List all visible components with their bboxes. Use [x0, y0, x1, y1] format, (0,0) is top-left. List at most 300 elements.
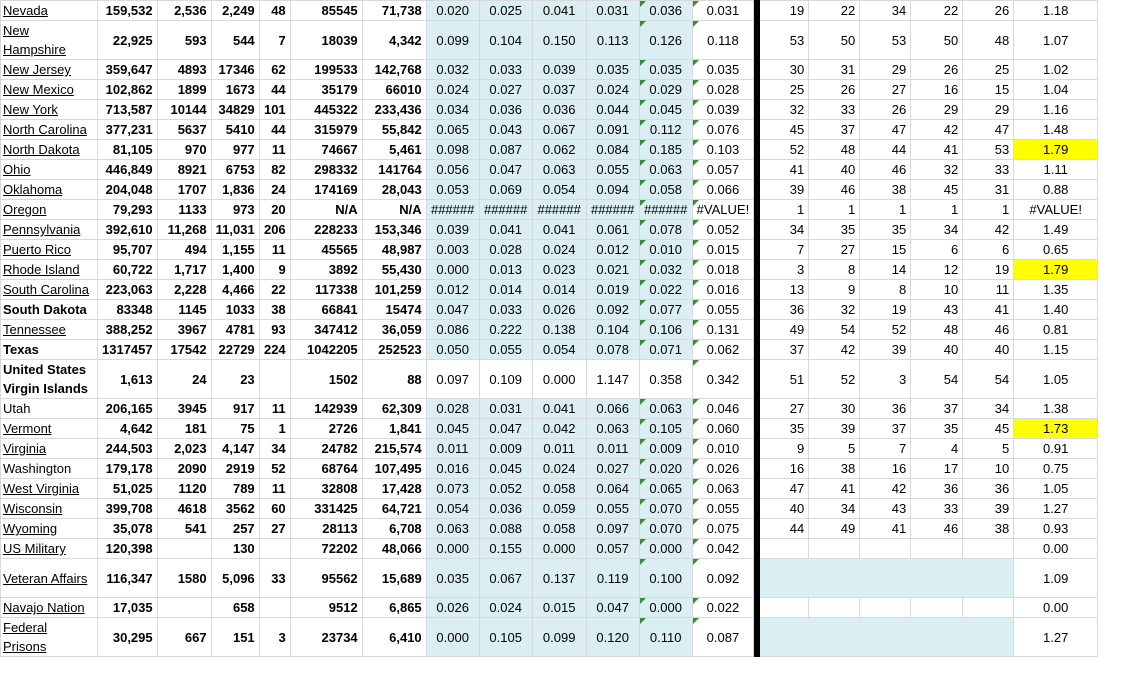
- index-cell[interactable]: 1.35: [1014, 280, 1098, 300]
- rate-cell[interactable]: 0.063: [586, 419, 639, 439]
- row-label-cell[interactable]: Tennessee: [1, 320, 98, 340]
- index-cell[interactable]: 1.05: [1014, 360, 1098, 399]
- rank-cell[interactable]: 9: [809, 280, 860, 300]
- rank-cell[interactable]: 1: [860, 200, 911, 220]
- cell[interactable]: 388,252: [98, 320, 158, 340]
- cell[interactable]: 593: [157, 21, 211, 60]
- rank-cell[interactable]: 29: [860, 60, 911, 80]
- rank-cell[interactable]: 36: [963, 479, 1014, 499]
- cell[interactable]: 72202: [290, 539, 362, 559]
- rate-cell[interactable]: 0.062: [532, 140, 586, 160]
- cell[interactable]: 4618: [157, 499, 211, 519]
- cell[interactable]: 17,428: [362, 479, 426, 499]
- rate-cell[interactable]: 0.011: [586, 439, 639, 459]
- average-cell[interactable]: 0.042: [692, 539, 754, 559]
- cell[interactable]: 11,031: [211, 220, 259, 240]
- rank-cell[interactable]: 32: [911, 160, 963, 180]
- rank-cell[interactable]: 31: [963, 180, 1014, 200]
- row-label-cell[interactable]: Puerto Rico: [1, 240, 98, 260]
- rate-cell[interactable]: 0.063: [639, 160, 692, 180]
- rank-cell[interactable]: 6: [963, 240, 1014, 260]
- cell[interactable]: 17346: [211, 60, 259, 80]
- cell[interactable]: 5,461: [362, 140, 426, 160]
- rate-cell[interactable]: 0.061: [586, 220, 639, 240]
- row-label-cell[interactable]: United States Virgin Islands: [1, 360, 98, 399]
- index-cell[interactable]: 1.40: [1014, 300, 1098, 320]
- cell[interactable]: 215,574: [362, 439, 426, 459]
- rank-cell[interactable]: 3: [760, 260, 809, 280]
- cell[interactable]: 541: [157, 519, 211, 539]
- rate-cell[interactable]: 0.065: [426, 120, 479, 140]
- index-cell[interactable]: 1.07: [1014, 21, 1098, 60]
- rank-cell[interactable]: 34: [963, 399, 1014, 419]
- row-label-cell[interactable]: South Carolina: [1, 280, 98, 300]
- rate-cell[interactable]: 0.033: [479, 300, 532, 320]
- rate-cell[interactable]: 0.000: [532, 360, 586, 399]
- rank-cell[interactable]: 35: [911, 419, 963, 439]
- cell[interactable]: 4,642: [98, 419, 158, 439]
- rank-cell[interactable]: 16: [760, 459, 809, 479]
- cell[interactable]: 789: [211, 479, 259, 499]
- average-cell[interactable]: 0.076: [692, 120, 754, 140]
- rank-cell[interactable]: 33: [911, 499, 963, 519]
- rate-cell[interactable]: 0.087: [479, 140, 532, 160]
- rate-cell[interactable]: 0.094: [586, 180, 639, 200]
- rate-cell[interactable]: 0.043: [479, 120, 532, 140]
- cell[interactable]: 95562: [290, 559, 362, 598]
- rank-cell[interactable]: 33: [963, 160, 1014, 180]
- cell[interactable]: 24: [259, 180, 290, 200]
- cell[interactable]: 22729: [211, 340, 259, 360]
- rank-cell[interactable]: 52: [860, 320, 911, 340]
- rate-cell[interactable]: 0.028: [426, 399, 479, 419]
- cell[interactable]: 7: [259, 21, 290, 60]
- rate-cell[interactable]: 0.066: [586, 399, 639, 419]
- cell[interactable]: 5,096: [211, 559, 259, 598]
- rank-cell[interactable]: 30: [809, 399, 860, 419]
- cell[interactable]: 3967: [157, 320, 211, 340]
- rate-cell[interactable]: 0.024: [479, 598, 532, 618]
- cell[interactable]: 102,862: [98, 80, 158, 100]
- rate-cell[interactable]: 0.011: [532, 439, 586, 459]
- rate-cell[interactable]: 0.041: [479, 220, 532, 240]
- cell[interactable]: 1899: [157, 80, 211, 100]
- rate-cell[interactable]: 0.077: [639, 300, 692, 320]
- row-label-cell[interactable]: West Virginia: [1, 479, 98, 499]
- row-label-cell[interactable]: Washington: [1, 459, 98, 479]
- rank-cell[interactable]: 31: [809, 60, 860, 80]
- row-label-cell[interactable]: North Dakota: [1, 140, 98, 160]
- rank-cell[interactable]: 43: [911, 300, 963, 320]
- row-label-cell[interactable]: Texas: [1, 340, 98, 360]
- rank-cell[interactable]: 32: [809, 300, 860, 320]
- rate-cell[interactable]: 0.012: [586, 240, 639, 260]
- cell[interactable]: 62: [259, 60, 290, 80]
- cell[interactable]: 2726: [290, 419, 362, 439]
- cell[interactable]: 64,721: [362, 499, 426, 519]
- rate-cell[interactable]: 0.105: [639, 419, 692, 439]
- rank-cell[interactable]: 35: [809, 220, 860, 240]
- cell[interactable]: 60: [259, 499, 290, 519]
- cell[interactable]: 11: [259, 479, 290, 499]
- rate-cell[interactable]: 0.056: [426, 160, 479, 180]
- rank-cell[interactable]: 40: [809, 160, 860, 180]
- rank-cell[interactable]: 41: [963, 300, 1014, 320]
- cell[interactable]: 347412: [290, 320, 362, 340]
- rate-cell[interactable]: 0.032: [639, 260, 692, 280]
- rate-cell[interactable]: ######: [639, 200, 692, 220]
- rank-cell[interactable]: [963, 539, 1014, 559]
- cell[interactable]: 101: [259, 100, 290, 120]
- rate-cell[interactable]: 0.099: [532, 618, 586, 657]
- row-label-cell[interactable]: Utah: [1, 399, 98, 419]
- rank-cell[interactable]: 27: [860, 80, 911, 100]
- rate-cell[interactable]: 0.109: [479, 360, 532, 399]
- rank-cell[interactable]: 52: [760, 140, 809, 160]
- rank-cell[interactable]: [809, 539, 860, 559]
- rate-cell[interactable]: 0.119: [586, 559, 639, 598]
- rank-cell[interactable]: 27: [760, 399, 809, 419]
- cell[interactable]: 34: [259, 439, 290, 459]
- rate-cell[interactable]: 0.358: [639, 360, 692, 399]
- rank-cell[interactable]: 35: [760, 419, 809, 439]
- rate-cell[interactable]: 0.029: [639, 80, 692, 100]
- rank-cell[interactable]: 46: [963, 320, 1014, 340]
- cell[interactable]: 35179: [290, 80, 362, 100]
- index-cell[interactable]: 1.48: [1014, 120, 1098, 140]
- rank-cell[interactable]: 1: [809, 200, 860, 220]
- rate-cell[interactable]: 0.055: [586, 160, 639, 180]
- rate-cell[interactable]: ######: [426, 200, 479, 220]
- rank-cell[interactable]: 46: [911, 519, 963, 539]
- average-cell[interactable]: #VALUE!: [692, 200, 754, 220]
- cell[interactable]: 83348: [98, 300, 158, 320]
- cell[interactable]: 494: [157, 240, 211, 260]
- row-label-cell[interactable]: Oregon: [1, 200, 98, 220]
- row-label-cell[interactable]: Pennsylvania: [1, 220, 98, 240]
- rate-cell[interactable]: 0.037: [532, 80, 586, 100]
- cell[interactable]: 6,865: [362, 598, 426, 618]
- row-label-cell[interactable]: Veteran Affairs: [1, 559, 98, 598]
- index-cell[interactable]: 1.79: [1014, 260, 1098, 280]
- cell[interactable]: 1042205: [290, 340, 362, 360]
- cell[interactable]: 44: [259, 80, 290, 100]
- rate-cell[interactable]: 0.120: [586, 618, 639, 657]
- cell[interactable]: 22: [259, 280, 290, 300]
- rank-cell[interactable]: 54: [963, 360, 1014, 399]
- rank-cell[interactable]: 26: [963, 1, 1014, 21]
- rate-cell[interactable]: 0.023: [532, 260, 586, 280]
- cell[interactable]: 399,708: [98, 499, 158, 519]
- cell[interactable]: 446,849: [98, 160, 158, 180]
- rate-cell[interactable]: 0.091: [586, 120, 639, 140]
- average-cell[interactable]: 0.342: [692, 360, 754, 399]
- average-cell[interactable]: 0.066: [692, 180, 754, 200]
- cell[interactable]: 151: [211, 618, 259, 657]
- rank-cell[interactable]: 45: [963, 419, 1014, 439]
- rate-cell[interactable]: 0.110: [639, 618, 692, 657]
- rate-cell[interactable]: 0.041: [532, 220, 586, 240]
- rate-cell[interactable]: 0.031: [479, 399, 532, 419]
- cell[interactable]: 298332: [290, 160, 362, 180]
- rank-cell[interactable]: 15: [963, 80, 1014, 100]
- row-label-cell[interactable]: Wisconsin: [1, 499, 98, 519]
- rank-cell[interactable]: 42: [963, 220, 1014, 240]
- cell[interactable]: 244,503: [98, 439, 158, 459]
- cell[interactable]: 55,430: [362, 260, 426, 280]
- rank-cell[interactable]: 54: [911, 360, 963, 399]
- index-cell[interactable]: 0.81: [1014, 320, 1098, 340]
- cell[interactable]: 68764: [290, 459, 362, 479]
- cell[interactable]: 15,689: [362, 559, 426, 598]
- cell[interactable]: [259, 598, 290, 618]
- rank-cell[interactable]: 7: [860, 439, 911, 459]
- average-cell[interactable]: 0.118: [692, 21, 754, 60]
- cell[interactable]: 1: [259, 419, 290, 439]
- cell[interactable]: 9: [259, 260, 290, 280]
- cell[interactable]: 6753: [211, 160, 259, 180]
- rate-cell[interactable]: 0.003: [426, 240, 479, 260]
- cell[interactable]: 71,738: [362, 1, 426, 21]
- rank-cell[interactable]: [809, 598, 860, 618]
- rank-cell[interactable]: [911, 539, 963, 559]
- rate-cell[interactable]: 0.032: [426, 60, 479, 80]
- rank-cell[interactable]: [963, 598, 1014, 618]
- rank-cell[interactable]: 17: [911, 459, 963, 479]
- average-cell[interactable]: 0.060: [692, 419, 754, 439]
- rate-cell[interactable]: 0.055: [479, 340, 532, 360]
- cell[interactable]: 45565: [290, 240, 362, 260]
- rank-cell[interactable]: 41: [760, 160, 809, 180]
- cell[interactable]: 1,400: [211, 260, 259, 280]
- rank-cell[interactable]: 50: [911, 21, 963, 60]
- rank-cell[interactable]: 25: [760, 80, 809, 100]
- cell[interactable]: 55,842: [362, 120, 426, 140]
- rate-cell[interactable]: 0.155: [479, 539, 532, 559]
- index-cell[interactable]: 1.15: [1014, 340, 1098, 360]
- rate-cell[interactable]: 0.105: [479, 618, 532, 657]
- rank-cell[interactable]: 37: [911, 399, 963, 419]
- cell[interactable]: 1,717: [157, 260, 211, 280]
- rate-cell[interactable]: 0.027: [479, 80, 532, 100]
- rate-cell[interactable]: 0.025: [479, 1, 532, 21]
- rank-cell[interactable]: 8: [809, 260, 860, 280]
- rank-cell[interactable]: 44: [760, 519, 809, 539]
- cell[interactable]: 917: [211, 399, 259, 419]
- index-cell[interactable]: 0.00: [1014, 539, 1098, 559]
- rate-cell[interactable]: 0.070: [639, 499, 692, 519]
- rank-cell[interactable]: 48: [809, 140, 860, 160]
- rate-cell[interactable]: 0.020: [639, 459, 692, 479]
- row-label-cell[interactable]: Virginia: [1, 439, 98, 459]
- rate-cell[interactable]: 0.058: [532, 479, 586, 499]
- rate-cell[interactable]: 0.058: [639, 180, 692, 200]
- rate-cell[interactable]: 0.070: [639, 519, 692, 539]
- cell[interactable]: 11: [259, 399, 290, 419]
- cell[interactable]: 9512: [290, 598, 362, 618]
- rate-cell[interactable]: 0.031: [586, 1, 639, 21]
- rank-cell[interactable]: [860, 598, 911, 618]
- cell[interactable]: [259, 539, 290, 559]
- index-cell[interactable]: 1.16: [1014, 100, 1098, 120]
- rate-cell[interactable]: 0.011: [426, 439, 479, 459]
- rank-cell[interactable]: 11: [963, 280, 1014, 300]
- row-label-cell[interactable]: Navajo Nation: [1, 598, 98, 618]
- rate-cell[interactable]: 0.185: [639, 140, 692, 160]
- rate-cell[interactable]: 0.222: [479, 320, 532, 340]
- rank-cell[interactable]: 37: [760, 340, 809, 360]
- average-cell[interactable]: 0.062: [692, 340, 754, 360]
- rate-cell[interactable]: 0.000: [426, 539, 479, 559]
- rate-cell[interactable]: 0.033: [479, 60, 532, 80]
- row-label-cell[interactable]: Nevada: [1, 1, 98, 21]
- cell[interactable]: 6,410: [362, 618, 426, 657]
- rank-cell[interactable]: 14: [860, 260, 911, 280]
- cell[interactable]: 224: [259, 340, 290, 360]
- index-cell[interactable]: 0.00: [1014, 598, 1098, 618]
- rank-cell[interactable]: 16: [911, 80, 963, 100]
- rate-cell[interactable]: 0.041: [532, 1, 586, 21]
- index-cell[interactable]: 1.05: [1014, 479, 1098, 499]
- rate-cell[interactable]: 0.042: [532, 419, 586, 439]
- row-label-cell[interactable]: Ohio: [1, 160, 98, 180]
- rate-cell[interactable]: 0.100: [639, 559, 692, 598]
- rank-cell[interactable]: 9: [760, 439, 809, 459]
- rank-cell[interactable]: 32: [760, 100, 809, 120]
- index-cell[interactable]: 1.27: [1014, 618, 1098, 657]
- cell[interactable]: 199533: [290, 60, 362, 80]
- cell[interactable]: 1,841: [362, 419, 426, 439]
- cell[interactable]: 977: [211, 140, 259, 160]
- cell[interactable]: 257: [211, 519, 259, 539]
- cell[interactable]: 1673: [211, 80, 259, 100]
- cell[interactable]: 1502: [290, 360, 362, 399]
- row-label-cell[interactable]: South Dakota: [1, 300, 98, 320]
- cell[interactable]: 359,647: [98, 60, 158, 80]
- rate-cell[interactable]: 0.112: [639, 120, 692, 140]
- rate-cell[interactable]: 0.019: [586, 280, 639, 300]
- rate-cell[interactable]: 0.073: [426, 479, 479, 499]
- cell[interactable]: 51,025: [98, 479, 158, 499]
- cell[interactable]: 85545: [290, 1, 362, 21]
- rank-cell[interactable]: 4: [911, 439, 963, 459]
- rate-cell[interactable]: 0.014: [479, 280, 532, 300]
- rate-cell[interactable]: 0.024: [426, 80, 479, 100]
- rate-cell[interactable]: 0.078: [639, 220, 692, 240]
- index-cell[interactable]: 1.73: [1014, 419, 1098, 439]
- rank-cell[interactable]: 29: [963, 100, 1014, 120]
- cell[interactable]: 181: [157, 419, 211, 439]
- cell[interactable]: 179,178: [98, 459, 158, 479]
- cell[interactable]: 1133: [157, 200, 211, 220]
- index-cell[interactable]: 1.02: [1014, 60, 1098, 80]
- rate-cell[interactable]: 0.013: [479, 260, 532, 280]
- row-label-cell[interactable]: Wyoming: [1, 519, 98, 539]
- cell[interactable]: 17,035: [98, 598, 158, 618]
- cell[interactable]: 81,105: [98, 140, 158, 160]
- row-label-cell[interactable]: Oklahoma: [1, 180, 98, 200]
- rate-cell[interactable]: 0.064: [586, 479, 639, 499]
- rate-cell[interactable]: 0.000: [426, 260, 479, 280]
- cell[interactable]: 23: [211, 360, 259, 399]
- rate-cell[interactable]: 0.078: [586, 340, 639, 360]
- rate-cell[interactable]: 1.147: [586, 360, 639, 399]
- rate-cell[interactable]: 0.044: [586, 100, 639, 120]
- rank-cell[interactable]: 16: [860, 459, 911, 479]
- rate-cell[interactable]: 0.069: [479, 180, 532, 200]
- cell[interactable]: 3: [259, 618, 290, 657]
- cell[interactable]: 4893: [157, 60, 211, 80]
- average-cell[interactable]: 0.087: [692, 618, 754, 657]
- index-cell[interactable]: 0.88: [1014, 180, 1098, 200]
- rank-cell[interactable]: 53: [963, 140, 1014, 160]
- index-cell[interactable]: 0.75: [1014, 459, 1098, 479]
- average-cell[interactable]: 0.028: [692, 80, 754, 100]
- cell[interactable]: 1,613: [98, 360, 158, 399]
- rate-cell[interactable]: 0.150: [532, 21, 586, 60]
- rank-cell[interactable]: 7: [760, 240, 809, 260]
- index-cell[interactable]: 1.04: [1014, 80, 1098, 100]
- rate-cell[interactable]: 0.009: [639, 439, 692, 459]
- row-label-cell[interactable]: US Military: [1, 539, 98, 559]
- cell[interactable]: 120,398: [98, 539, 158, 559]
- rank-cell[interactable]: 29: [911, 100, 963, 120]
- cell[interactable]: 11: [259, 140, 290, 160]
- cell[interactable]: 142939: [290, 399, 362, 419]
- rate-cell[interactable]: 0.015: [532, 598, 586, 618]
- index-cell[interactable]: 0.65: [1014, 240, 1098, 260]
- cell[interactable]: 34829: [211, 100, 259, 120]
- cell[interactable]: 28,043: [362, 180, 426, 200]
- index-cell[interactable]: 1.49: [1014, 220, 1098, 240]
- average-cell[interactable]: 0.057: [692, 160, 754, 180]
- rank-cell[interactable]: 38: [963, 519, 1014, 539]
- rank-cell[interactable]: 10: [963, 459, 1014, 479]
- cell[interactable]: 3562: [211, 499, 259, 519]
- rate-cell[interactable]: 0.057: [586, 539, 639, 559]
- rank-cell[interactable]: 8: [860, 280, 911, 300]
- rank-cell[interactable]: 1: [911, 200, 963, 220]
- average-cell[interactable]: 0.131: [692, 320, 754, 340]
- cell[interactable]: 2,228: [157, 280, 211, 300]
- cell[interactable]: 228233: [290, 220, 362, 240]
- rank-cell[interactable]: [760, 539, 809, 559]
- rate-cell[interactable]: 0.027: [586, 459, 639, 479]
- cell[interactable]: 206,165: [98, 399, 158, 419]
- rank-cell[interactable]: 34: [860, 1, 911, 21]
- cell[interactable]: 159,532: [98, 1, 158, 21]
- cell[interactable]: [259, 360, 290, 399]
- rate-cell[interactable]: 0.000: [639, 539, 692, 559]
- rank-cell[interactable]: 38: [860, 180, 911, 200]
- rate-cell[interactable]: 0.071: [639, 340, 692, 360]
- rate-cell[interactable]: 0.104: [479, 21, 532, 60]
- row-label-cell[interactable]: North Carolina: [1, 120, 98, 140]
- cell[interactable]: 233,436: [362, 100, 426, 120]
- rank-cell[interactable]: 43: [860, 499, 911, 519]
- rate-cell[interactable]: 0.039: [532, 60, 586, 80]
- rank-cell[interactable]: 53: [760, 21, 809, 60]
- cell[interactable]: 32808: [290, 479, 362, 499]
- rank-cell[interactable]: 3: [860, 360, 911, 399]
- cell[interactable]: 252523: [362, 340, 426, 360]
- rate-cell[interactable]: 0.092: [586, 300, 639, 320]
- rank-cell[interactable]: [911, 598, 963, 618]
- rank-cell[interactable]: 42: [809, 340, 860, 360]
- rate-cell[interactable]: 0.063: [426, 519, 479, 539]
- rank-cell[interactable]: 48: [911, 320, 963, 340]
- rank-cell[interactable]: 42: [860, 479, 911, 499]
